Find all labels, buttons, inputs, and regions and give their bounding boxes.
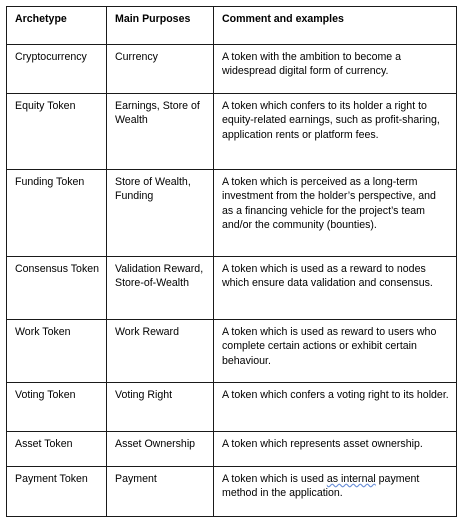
purposes-cell: Currency — [107, 45, 214, 94]
table-header — [7, 7, 457, 45]
archetype-cell: Voting Token — [7, 383, 107, 432]
table-row — [7, 94, 457, 170]
purposes-cell: Work Reward — [107, 320, 214, 383]
purposes-cell: Voting Right — [107, 383, 214, 432]
header-comment: Comment and examples — [214, 7, 457, 45]
table-body — [7, 45, 457, 517]
comment-cell — [214, 467, 457, 517]
archetype-cell: Work Token — [7, 320, 107, 383]
table-row — [7, 170, 457, 257]
token-archetype-table — [6, 6, 457, 517]
comment-text-after: payment method in the application. — [222, 473, 420, 500]
purposes-cell: Validation Reward, Store-of-Wealth — [107, 257, 214, 320]
comment-cell: A token which is perceived as a long-term investment from the holder’s perspective, and as a financing vehicle for the project’s team and/or the community (bounties). — [214, 170, 457, 257]
table-row — [7, 432, 457, 467]
header-archetype: Archetype — [7, 7, 107, 45]
archetype-cell: Cryptocurrency — [7, 45, 107, 94]
comment-cell: A token which confers to its holder a right to equity-related earnings, such as profit-sharing, application rents or platform fees. — [214, 94, 457, 170]
comment-cell: A token which is used as a reward to nodes which ensure data validation and consensus. — [214, 257, 457, 320]
spellcheck-underlined-text: as internal — [326, 473, 376, 485]
table-row — [7, 45, 457, 94]
table-row — [7, 383, 457, 432]
archetype-cell: Payment Token — [7, 467, 107, 517]
archetype-cell: Asset Token — [7, 432, 107, 467]
comment-cell: A token which is used as reward to users who complete certain actions or exhibit certain behaviour. — [214, 320, 457, 383]
purposes-cell: Earnings, Store of Wealth — [107, 94, 214, 170]
comment-cell: A token which confers a voting right to its holder. — [214, 383, 457, 432]
table-row — [7, 467, 457, 517]
purposes-cell: Asset Ownership — [107, 432, 214, 467]
header-main-purposes: Main Purposes — [107, 7, 214, 45]
archetype-cell: Consensus Token — [7, 257, 107, 320]
archetype-cell: Funding Token — [7, 170, 107, 257]
comment-cell: A token which represents asset ownership. — [214, 432, 457, 467]
purposes-cell: Store of Wealth, Funding — [107, 170, 214, 257]
header-row — [7, 7, 457, 45]
comment-cell: A token with the ambition to become a widespread digital form of currency. — [214, 45, 457, 94]
table-row — [7, 257, 457, 320]
archetype-cell: Equity Token — [7, 94, 107, 170]
comment-text-before: A token which is used — [222, 473, 327, 485]
purposes-cell: Payment — [107, 467, 214, 517]
table-row — [7, 320, 457, 383]
